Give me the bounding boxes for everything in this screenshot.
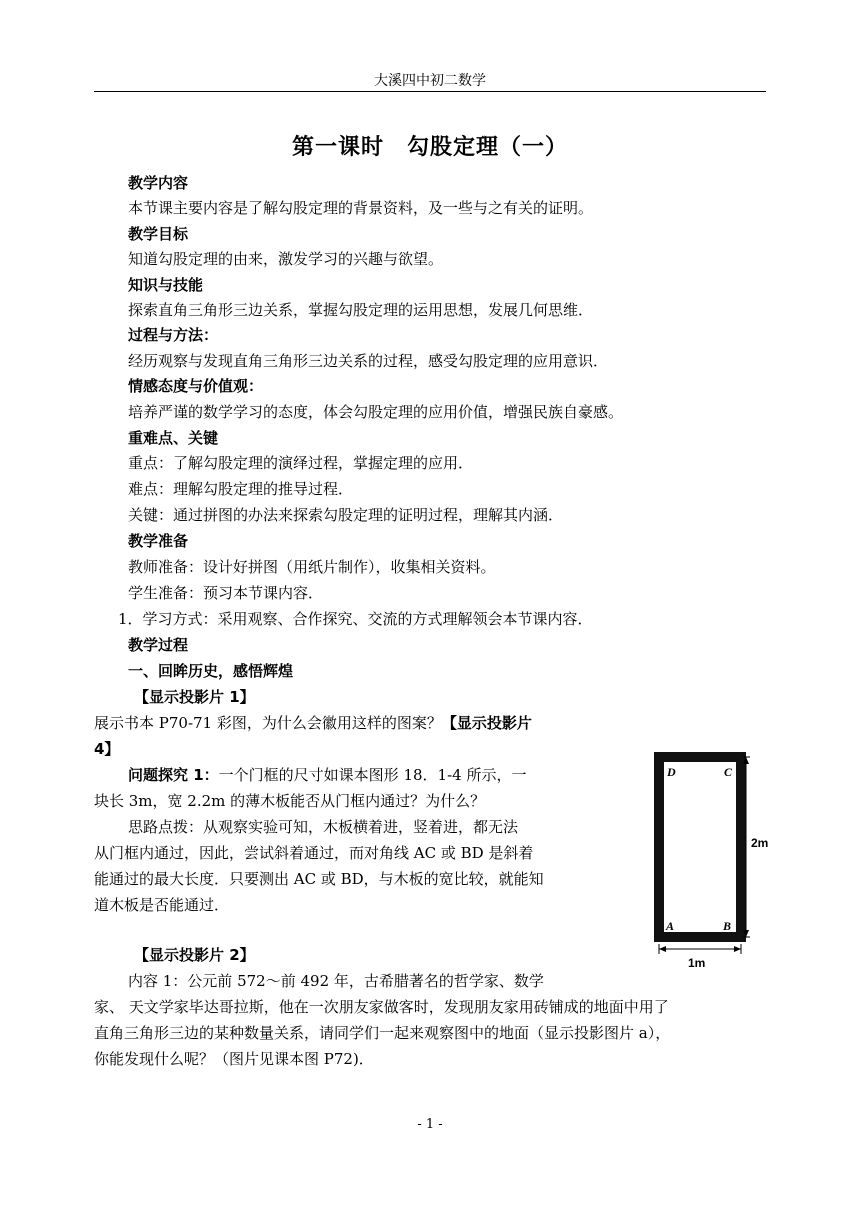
text-difficulty: 难点：理解勾股定理的推导过程． (128, 480, 354, 498)
slide-2-label: 【显示投影片 2】 (134, 946, 255, 964)
width-label: 1m (688, 956, 706, 970)
content-line-4: 你能发现什么呢？（图片见课本图 P72)． (94, 1050, 374, 1068)
text-learning-method: 1．学习方式：采用观察、合作探究、交流的方式理解领会本节课内容． (118, 610, 593, 628)
hint-line-4: 道木板是否能通过． (94, 896, 230, 914)
text-key: 关键：通过拼图的办法来探索勾股定理的证明过程，理解其内涵． (128, 506, 564, 524)
slide-1-label: 【显示投影片 1】 (134, 688, 255, 706)
header-rule (94, 91, 766, 92)
heading-process: 过程与方法： (128, 326, 219, 344)
page-header: 大溪四中初二数学 (374, 73, 486, 89)
vertex-d-label: D (667, 765, 676, 779)
content-line-1: 内容 1：公元前 572～前 492 年，古希腊著名的哲学家、数学 (128, 972, 544, 990)
page-title: 第一课时 勾股定理（一） (291, 135, 568, 160)
slide4-label: 【显示投影片 (441, 714, 532, 732)
heading-goals: 教学目标 (128, 225, 189, 243)
text-teacher-prep: 教师准备：设计好拼图（用纸片制作），收集相关资料。 (128, 558, 496, 576)
text-student-prep: 学生准备：预习本节课内容． (128, 584, 324, 602)
slide4-label-cont: 4】 (94, 740, 120, 758)
hint-line-2: 从门框内通过，因此，尝试斜着通过，而对角线 AC 或 BD 是斜着 (94, 844, 534, 862)
vertex-c-label: C (724, 765, 733, 779)
problem-1-label: 问题探究 1： (128, 766, 219, 784)
heading-content: 教学内容 (128, 174, 189, 192)
heading-knowledge: 知识与技能 (128, 276, 204, 294)
paragraph-slide4 (94, 712, 532, 734)
text-content: 本节课主要内容是了解勾股定理的背景资料，及一些与之有关的证明。 (128, 199, 594, 217)
slide4-text: 展示书本 P70-71 彩图，为什么会徽用这样的图案？ (94, 714, 442, 732)
hint-line-1: 思路点拨：从观察实验可知，木板横着进，竖着进，都无法 (128, 818, 519, 836)
door-frame-figure (650, 748, 780, 973)
hint-line-3: 能通过的最大长度．只要测出 AC 或 BD，与木板的宽比较，就能知 (94, 870, 544, 888)
problem-1-line-2: 块长 3m，宽 2.2m 的薄木板能否从门框内通过？为什么？ (94, 792, 486, 810)
problem-1-text: 一个门框的尺寸如课本图形 18．1-4 所示，一 (218, 766, 527, 784)
content-line-3: 直角三角形三边的某种数量关系，请同学们一起来观察图中的地面（显示投影图片 a）， (94, 1024, 671, 1042)
text-goals: 知道勾股定理的由来，激发学习的兴趣与欲望。 (128, 250, 444, 268)
content-line-2: 家、 天文学家毕达哥拉斯，他在一次朋友家做客时，发现朋友家用砖铺成的地面中用了 (94, 998, 669, 1016)
heading-attitude: 情感态度与价值观： (128, 377, 264, 395)
heading-teaching-process: 教学过程 (128, 636, 189, 654)
heading-preparation: 教学准备 (128, 532, 189, 550)
heading-keypoints: 重难点、关键 (128, 429, 219, 447)
text-focus: 重点：了解勾股定理的演绎过程，掌握定理的应用． (128, 454, 474, 472)
text-knowledge: 探索直角三角形三边关系，掌握勾股定理的运用思想，发展几何思维． (128, 301, 594, 319)
text-attitude: 培养严谨的数学学习的态度，体会勾股定理的应用价值，增强民族自豪感。 (128, 403, 624, 421)
vertex-b-label: B (723, 919, 732, 933)
height-label: 2m (751, 836, 769, 850)
text-process: 经历观察与发现直角三角形三边关系的过程，感受勾股定理的应用意识． (128, 352, 609, 370)
page-number: - 1 - (417, 1117, 443, 1132)
problem-1-line-1 (128, 764, 526, 786)
heading-section-one: 一、回眸历史，感悟辉煌 (128, 662, 294, 680)
vertex-a-label: A (666, 919, 675, 933)
